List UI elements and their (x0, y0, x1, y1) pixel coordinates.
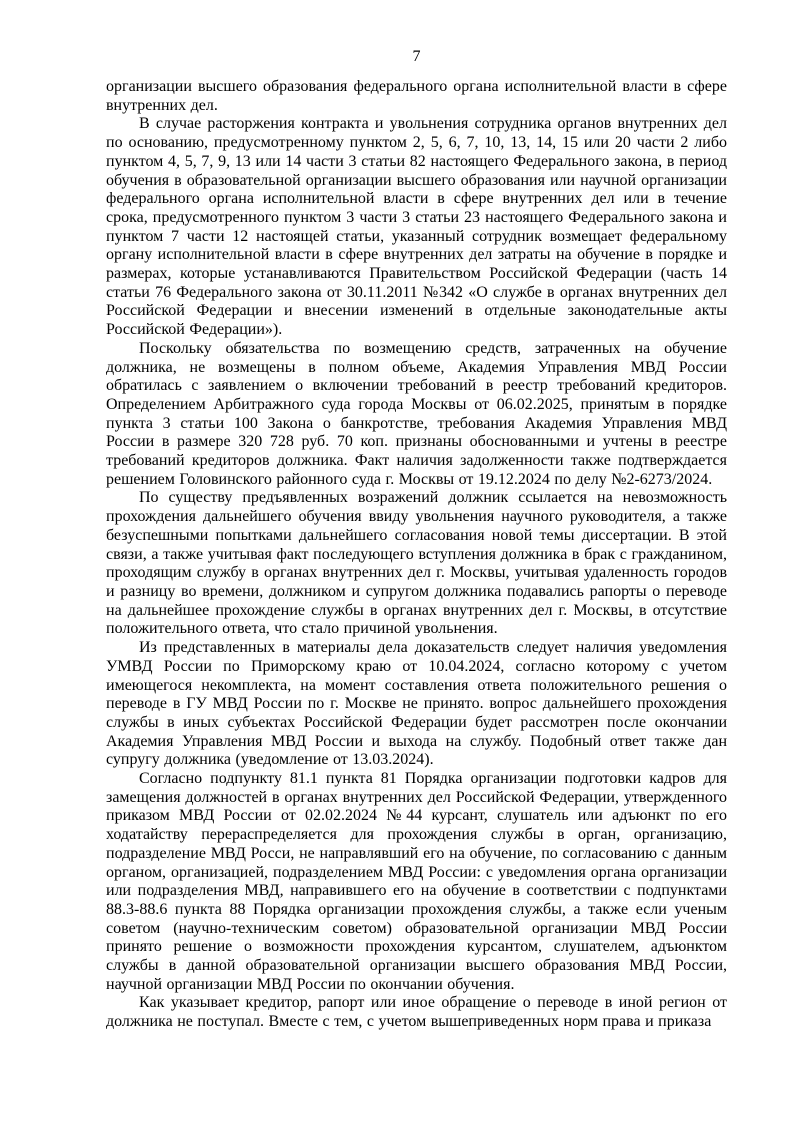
paragraph-debtor-objections: По существу предъявленных возражений должник ссылается на невозможность прохождения дальнейшего обучения ввиду увольнения научного руководителя, а также безуспешными попытками дальнейшего согласования новой темы диссертации. В этой связи, а также учитывая факт последующего вступления должника в брак с гражданином, проходящим службу в органах внутренних дел г. Москвы, учитывая удаленность городов и разницу во времени, должником и супругом должника подавались рапорты о переводе на дальнейшее прохождение службы в органах внутренних дел г. Москвы, в отсутствие положительного ответа, что стало причиной увольнения. (106, 489, 727, 638)
paragraph-creditor-claim: Поскольку обязательства по возмещению средств, затраченных на обучение должника, не возмещены в полном объеме, Академия Управления МВД России обратилась с заявлением о включении требований в реестр требований кредиторов. Определением Арбитражного суда города Москвы от 06.02.2025, принятым в порядке пункта 3 статьи 100 Закона о банкротстве, требования Академия Управления МВД России в размере 320 728 руб. 70 коп. признаны обоснованными и учтены в реестре требований кредиторов должника. Факт наличия задолженности также подтверждается решением Головинского районного суда г. Москвы от 19.12.2024 по делу №2-6273/2024. (106, 339, 727, 488)
paragraph-continuation: организации высшего образования федерального органа исполнительной власти в сфере внутренних дел. (106, 78, 727, 114)
paragraph-order-81-1: Согласно подпункту 81.1 пункта 81 Порядка организации подготовки кадров для замещения должностей в органах внутренних дел Российской Федерации, утвержденного приказом МВД России от 02.02.2024 №44 курсант, слушатель или адъюнкт по его ходатайству перераспределяется для прохождения службы в орган, организацию, подразделение МВД Росси, не направлявший его на обучение, по согласованию с данным органом, организацией, подразделением МВД России: с уведомления органа организации или подразделения МВД, направившего его на обучение в соответствии с подпунктами 88.3-88.6 пункта 88 Порядка организации прохождения службы, а также если ученым советом (научно-техническим советом) образовательной организации МВД России принято решение о возможности прохождения курсантом, слушателем, адъюнктом службы в данной образовательной организации высшего образования МВД России, научной организации МВД России по окончании обучения. (106, 770, 727, 993)
paragraph-creditor-statement: Как указывает кредитор, рапорт или иное обращение о переводе в иной регион от должника не поступал. Вместе с тем, с учетом вышеприведенных норм права и приказа (106, 994, 727, 1031)
paragraph-notification-evidence: Из представленных в материалы дела доказательств следует наличия уведомления УМВД России по Приморскому краю от 10.04.2024, согласно которому с учетом имеющегося некомплекта, на момент составления ответа положительного решения о переводе в ГУ МВД России по г. Москве не принято. вопрос дальнейшего прохождения службы в иных субъектах Российской Федерации будет рассмотрен после окончании Академия Управления МВД России и выхода на службу. Подобный ответ также дан супругу должника (уведомление от 13.03.2024). (106, 639, 727, 769)
text-column (106, 47, 727, 1032)
page-number: 7 (412, 48, 421, 65)
paragraph-contract-termination: В случае расторжения контракта и увольнения сотрудника органов внутренних дел по основанию, предусмотренному пунктом 2, 5, 6, 7, 10, 13, 14, 15 или 20 части 2 либо пунктом 4, 5, 7, 9, 13 или 14 части 3 статьи 82 настоящего Федерального закона, в период обучения в образовательной организации высшего образования или научной организации федерального органа исполнительной власти в сфере внутренних дел или в течение срока, предусмотренного пунктом 3 части 3 статьи 23 настоящего Федерального закона и пунктом 7 части 12 настоящей статьи, указанный сотрудник возмещает федеральному органу исполнительной власти в сфере внутренних дел затраты на обучение в порядке и размерах, которые устанавливаются Правительством Российской Федерации (часть 14 статьи 76 Федерального закона от 30.11.2011 №342 «О службе в органах внутренних дел Российской Федерации и внесении изменений в отдельные законодательные акты Российской Федерации»). (106, 115, 727, 339)
